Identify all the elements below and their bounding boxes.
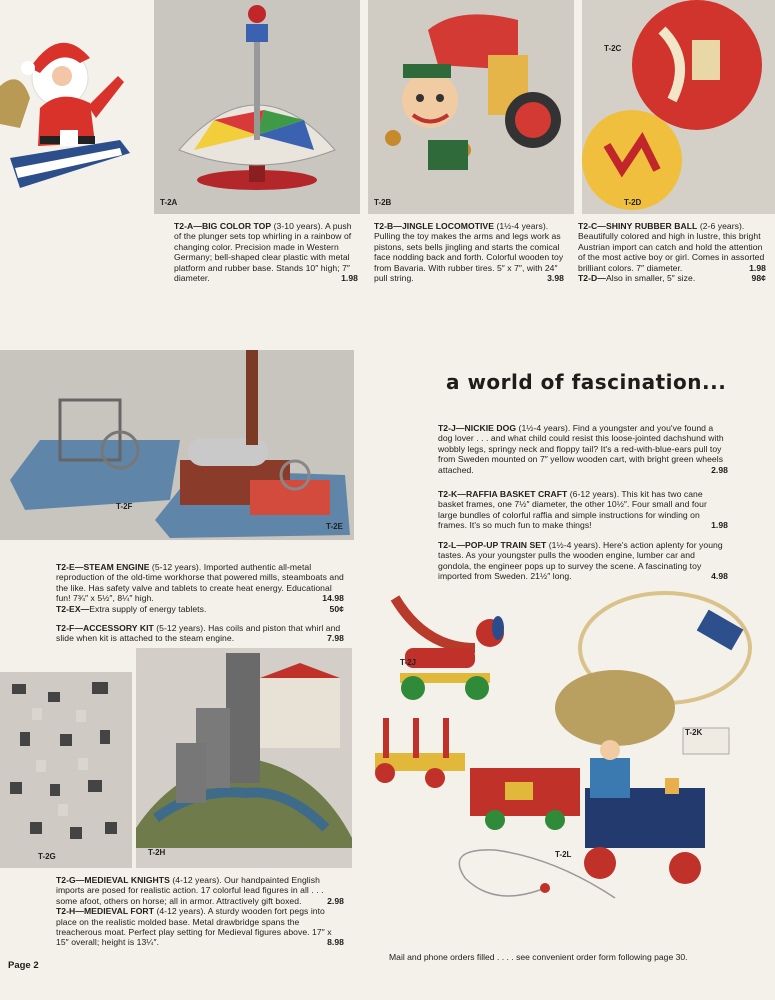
item-t2f bbox=[56, 623, 344, 644]
item-t2l bbox=[438, 540, 728, 582]
item-price: 50¢ bbox=[329, 603, 344, 614]
photo-label: T-2G bbox=[38, 852, 56, 861]
item-code: T2-E— bbox=[56, 562, 84, 572]
item-text: Find a youngster and you've found a dog lover . . . and what child could resist this loose-jointed dachshund with wobbly legs, springy neck and floppy tail? It's a red-with-blue-ears pull toy from Sweden mounted on 7″ yellow wooden cart, with bright green wheels attached. bbox=[438, 423, 724, 475]
item-code: T2-G— bbox=[56, 875, 85, 885]
item-ages: (1½-4 years). bbox=[516, 423, 571, 433]
item-t2c bbox=[578, 221, 766, 283]
item-code: T2-B— bbox=[374, 221, 402, 231]
item-price: 4.98 bbox=[711, 571, 728, 582]
photo-jingle-locomotive bbox=[368, 0, 574, 214]
page-number: Page 2 bbox=[8, 960, 39, 971]
item-text: Imported authentic all-metal reproduction of the old-time workhorse that powered mills, steamboats and the like. Has safety valve and tablets to create heat energy. Educational fun! 7¾″ x 5½″, 8¼″ high. bbox=[56, 562, 344, 604]
item-code: T2-A— bbox=[174, 221, 202, 231]
photo-steam-engine bbox=[0, 350, 354, 540]
photo-label: T-2E bbox=[326, 522, 343, 531]
item-price: 7.98 bbox=[327, 633, 344, 644]
item-ages: (1½-4 years). bbox=[494, 221, 549, 231]
item-price: 98¢ bbox=[751, 273, 766, 284]
toys-collage bbox=[365, 588, 775, 930]
photo-rubber-balls bbox=[582, 0, 775, 214]
item-name: RAFFIA BASKET CRAFT bbox=[465, 489, 568, 499]
item-name: POP-UP TRAIN SET bbox=[464, 540, 547, 550]
item-code: T2-H— bbox=[56, 906, 84, 917]
photo-label: T-2L bbox=[555, 850, 572, 859]
photo-label: T-2D bbox=[624, 198, 642, 207]
item-t2j bbox=[438, 423, 728, 475]
item-code: T2-L— bbox=[438, 540, 465, 550]
photo-label: T-2K bbox=[685, 728, 703, 737]
photo-medieval-knights bbox=[0, 672, 132, 868]
photo-medieval-fort bbox=[136, 648, 352, 868]
photo-label: T-2J bbox=[400, 658, 417, 667]
item-text: Our handpainted English imports are posed for realistic action. 17 colorful lead figures in all . . . some afoot, others on horse; all in armor. Attractively gift boxed. bbox=[56, 875, 324, 906]
item-code: T2-K— bbox=[438, 489, 466, 499]
item-name: NICKIE DOG bbox=[464, 423, 517, 433]
item-text: Also in smaller, 5″ size. bbox=[605, 273, 696, 284]
photo-label: T-2H bbox=[148, 848, 166, 857]
item-price: 8.98 bbox=[327, 937, 344, 948]
item-t2a bbox=[174, 221, 358, 283]
item-t2g bbox=[56, 875, 344, 948]
photo-big-color-top bbox=[154, 0, 360, 214]
photo-label: T-2A bbox=[160, 198, 178, 207]
item-price: 1.98 bbox=[749, 262, 766, 273]
item-price: 2.98 bbox=[711, 464, 728, 475]
photo-label: T-2C bbox=[604, 44, 622, 53]
photo-label: T-2F bbox=[116, 502, 133, 511]
item-code: T2-C— bbox=[578, 221, 606, 231]
item-price: 1.98 bbox=[711, 520, 728, 531]
photo-label: T-2B bbox=[374, 198, 392, 207]
item-ages: (5-12 years). bbox=[149, 562, 202, 572]
item-text: Here's action aplenty for young tastes. As your youngster pulls the wooden engine, lumber car and gondola, the engineer pops up to survey the scene. A fascinating toy imported from Sweden. 21½″ long. bbox=[438, 540, 723, 582]
item-t2k bbox=[438, 489, 728, 531]
item-ages: (3-10 years). bbox=[271, 221, 324, 231]
item-ages: (5-12 years). bbox=[153, 623, 206, 633]
item-name: STEAM ENGINE bbox=[83, 562, 150, 572]
item-name: ACCESSORY KIT bbox=[82, 623, 154, 633]
item-name: MEDIEVAL FORT bbox=[83, 906, 154, 917]
item-code: T2-EX— bbox=[56, 603, 90, 614]
item-text: Extra supply of energy tablets. bbox=[89, 603, 207, 614]
item-ages: (1½-4 years). bbox=[546, 540, 601, 550]
item-price: 2.98 bbox=[327, 895, 344, 906]
item-ages: (6-12 years). bbox=[567, 489, 620, 499]
item-price: 3.98 bbox=[547, 273, 564, 284]
santa-ship-illustration bbox=[0, 28, 140, 198]
item-text: Has coils and piston that whirl and slide when kit is attached to the steam engine. bbox=[56, 623, 341, 644]
item-code: T2-F— bbox=[56, 623, 83, 633]
item-name: SHINY RUBBER BALL bbox=[605, 221, 698, 231]
item-t2e bbox=[56, 562, 344, 614]
order-note: Mail and phone orders filled . . . . see convenient order form following page 30. bbox=[389, 952, 688, 962]
item-t2b bbox=[374, 221, 564, 283]
item-text: A sturdy wooden fort pegs into place on the realistic molded base. Metal drawbridge spans the treacherous moat. Perfect play setting for Medieval figures above. 17″ x 15″ overall; height is 13¼″. bbox=[56, 906, 332, 948]
item-text: Beautifully colored and high in lustre, this bright Austrian import can catch and hold the attention of the most active boy or girl. Comes in assorted brilliant colors. 7″ diameter. bbox=[578, 231, 765, 273]
item-name: MEDIEVAL KNIGHTS bbox=[84, 875, 170, 885]
item-text: Pulling the toy makes the arms and legs work as pistons, sets bells jingling and starts the comical face nodding back and forth. Colorful wooden toy from Bavaria. With rubber tires. 5″ x 7″, with 24″ pull string. bbox=[374, 231, 564, 284]
item-text: This kit has two cane basket frames, one 7½″ diameter, the other 10½″. Four small and four large bundles of colorful raffia and simple instructions for winding on frames. It's so much fun to make things! bbox=[438, 489, 707, 531]
item-price: 14.98 bbox=[322, 593, 344, 604]
item-ages: (4-12 years). bbox=[169, 875, 222, 885]
item-ages: (2-6 years). bbox=[697, 221, 745, 231]
item-ages: (4-12 years). bbox=[154, 906, 206, 917]
item-code: T2-J— bbox=[438, 423, 465, 433]
item-text: A push of the plunger sets top whirling in a rainbow of changing color. Precision made in Western Germany; bell-shaped clear plastic with metal platform and rubber base. Stands 10″ high; 7″ diameter. bbox=[174, 221, 352, 284]
page-headline: a world of fascination... bbox=[446, 370, 727, 394]
item-name: BIG COLOR TOP bbox=[201, 221, 272, 231]
item-name: JINGLE LOCOMOTIVE bbox=[401, 221, 494, 231]
item-price: 1.98 bbox=[341, 273, 358, 284]
item-code: T2-D— bbox=[578, 273, 606, 284]
